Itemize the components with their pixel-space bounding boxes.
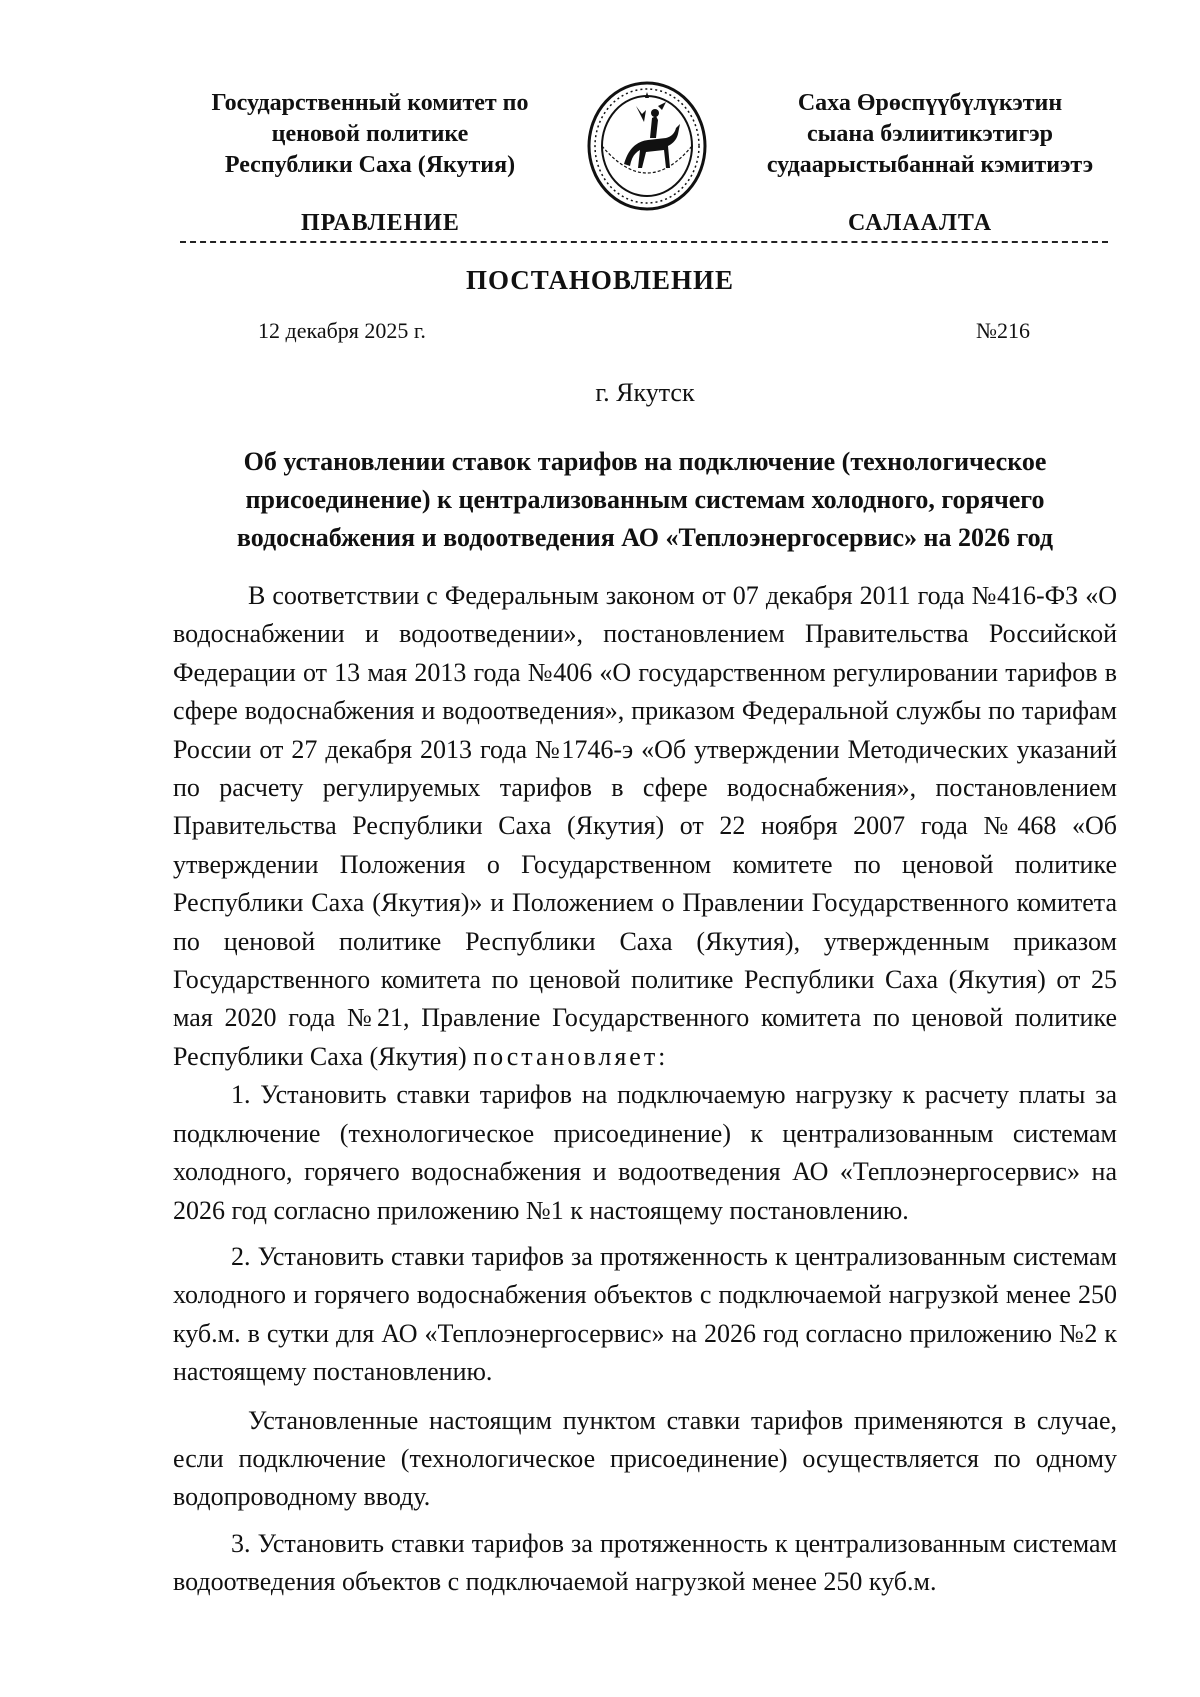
document-title: Об установлении ставок тарифов на подключение (технологическое присоединение) к централизованным системам холодного, горячего водоснабжения и водоотведения АО «Теплоэнергосервис» на 2026 год <box>236 447 1054 552</box>
department-right: САЛААЛТА <box>848 210 993 236</box>
document-city: г. Якутск <box>595 378 695 407</box>
header-left-line: ценовой политике <box>271 121 469 147</box>
coat-of-arms-icon <box>586 80 708 212</box>
header-left-line: Республики Саха (Якутия) <box>224 152 516 178</box>
item-2-paragraph: 2. Установить ставки тарифов за протяженность к централизованным системам холодного и горячего водоснабжения объектов с подключаемой нагрузкой менее 250 куб.м. в сутки для АО «Теплоэнергосервис» на 2026 год согласно приложению №2 к настоящему постановлению. <box>173 1241 1117 1387</box>
item-3-paragraph: 3. Установить ставки тарифов за протяженность к централизованным системам водоотведения объектов с подключаемой нагрузкой менее 250 куб.м. <box>173 1528 1117 1597</box>
department-left: ПРАВЛЕНИЕ <box>301 210 460 236</box>
header-right-block <box>730 88 1130 181</box>
preamble-text: В соответствии с Федеральным законом от 07 декабря 2011 года №416-ФЗ «О водоснабжении и водоотведении», постановлением Правительства Российской Федерации от 13 мая 2013 года №406 «О государственном регулировании тарифов в сфере водоснабжения и водоотведения», приказом Федеральной службы по тарифам России от 27 декабря 2013 года №1746-э «Об утверждении Методических указаний по расчету регулируемых тарифов в сфере водоснабжения», постановлением Правительства Республики Саха (Якутия) от 22 ноября 2007 года №468 «Об утверждении Положения о Государственном комитете по ценовой политике Республики Саха (Якутия)» и Положением о Правлении Государственного комитета по ценовой политике Республики Саха (Якутия), утвержденным приказом Государственного комитета по ценовой политике Республики Саха (Якутия) от 25 мая 2020 года №21, Правление Государственного комитета по ценовой политике Республики Саха (Якутия) <box>173 581 1117 1071</box>
document-date: 12 декабря 2025 г. <box>258 318 426 343</box>
header-divider <box>180 241 1108 243</box>
header-left-block <box>170 88 570 181</box>
header-right-line: сыана бэлиитикэтигэр <box>806 121 1053 147</box>
preamble-paragraph <box>173 577 1117 1076</box>
header-left-line: Государственный комитет по <box>211 90 529 116</box>
header-right-line: Саха Өрөспүүбүлүкэтин <box>797 90 1063 116</box>
resolves-word: постановляет: <box>473 1041 669 1071</box>
item-1-paragraph: 1. Установить ставки тарифов на подключаемую нагрузку к расчету платы за подключение (технологическое присоединение) к централизованным системам холодного, горячего водоснабжения и водоотведения АО «Теплоэнергосервис» на 2026 год согласно приложению №1 к настоящему постановлению. <box>173 1080 1117 1225</box>
header-right-line: судаарыстыбаннай кэмитиэтэ <box>766 152 1094 178</box>
document-body <box>173 577 1117 1602</box>
item-2-note-paragraph: Установленные настоящим пунктом ставки тарифов применяются в случае, если подключение (технологическое присоединение) осуществляется по одному водопроводному вводу. <box>173 1405 1117 1512</box>
document-number: №216 <box>976 318 1030 343</box>
document-type: ПОСТАНОВЛЕНИЕ <box>465 265 735 295</box>
